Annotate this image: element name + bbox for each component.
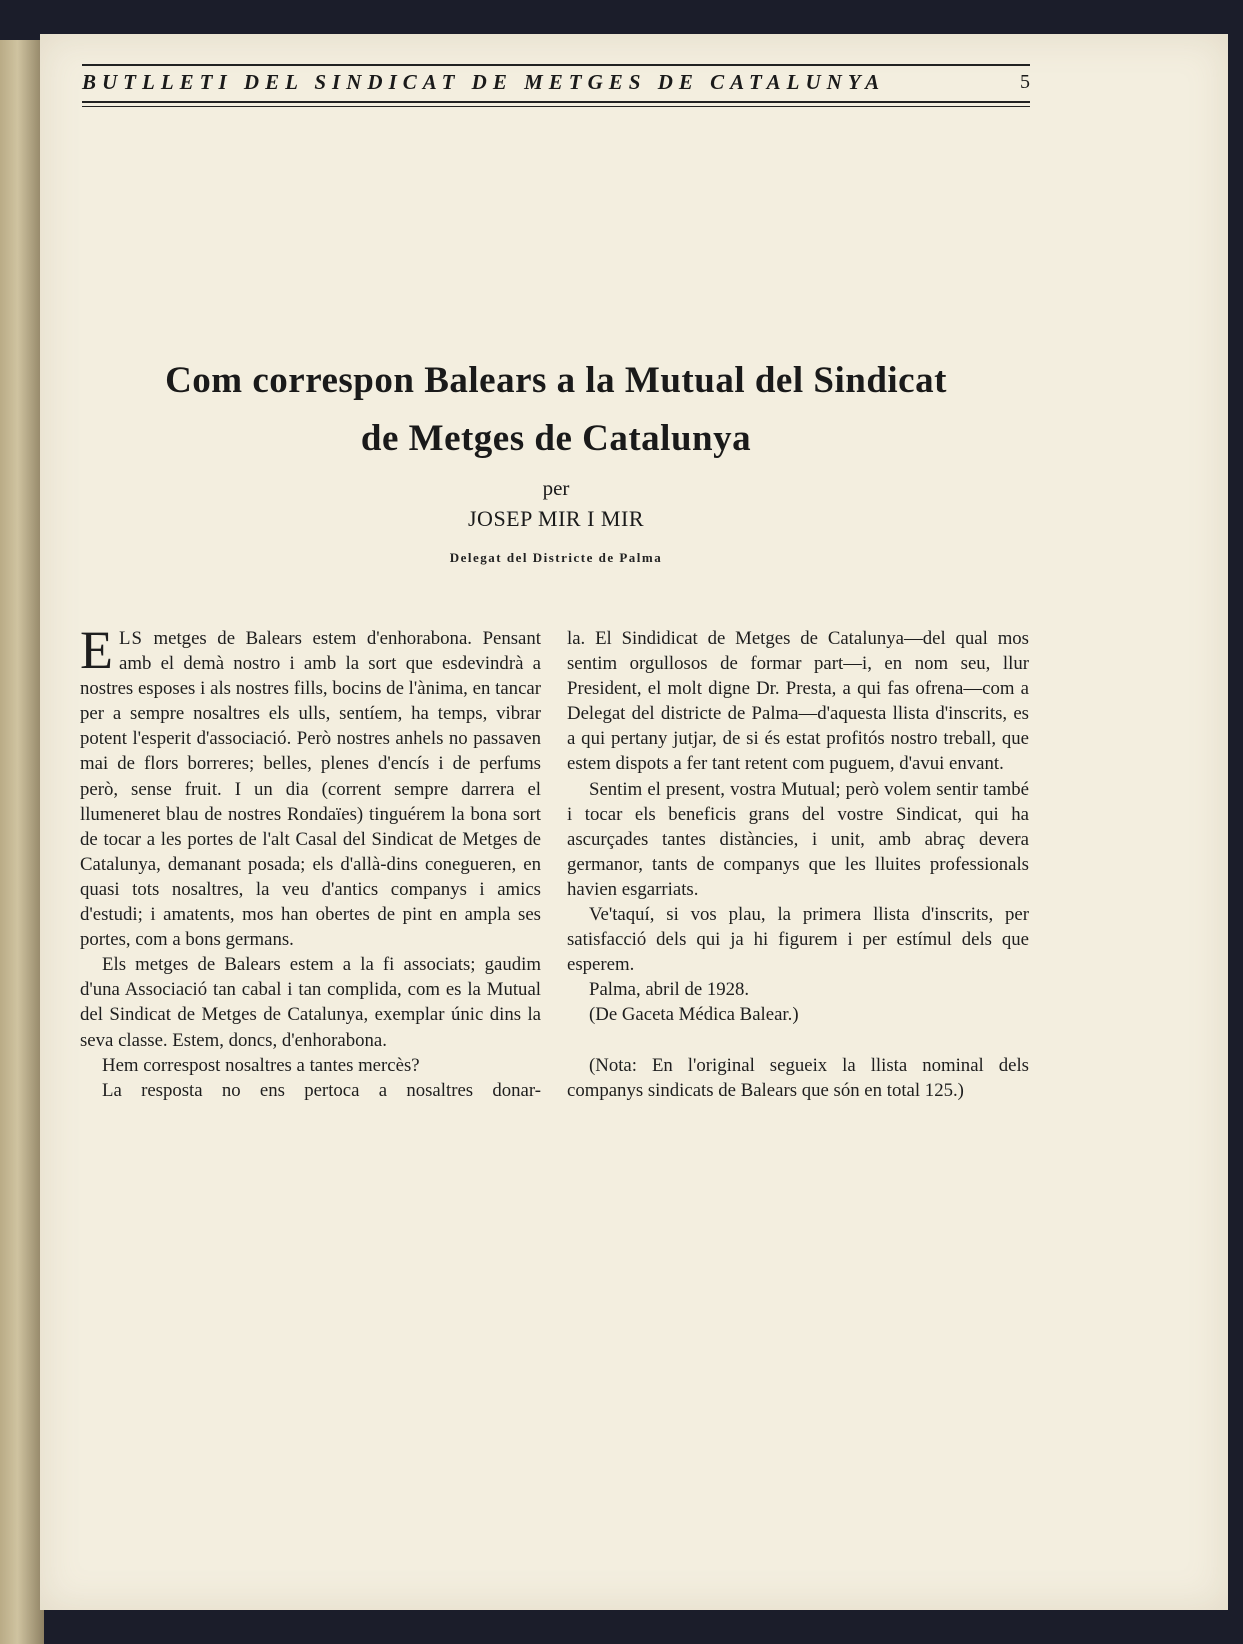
dateline: Palma, abril de 1928. — [589, 979, 750, 1001]
source-note — [567, 1002, 1029, 1027]
paragraph-4-continued: la. El Sindidicat de Metges de Catalunya—del qual mos sentim orgullosos de formar part—i, en nom seu, llur President, el molt digne Dr. Presta, a qui fas ofrena—com a Delegat del districte de Palma—d'aquesta llista d'inscrits, es a qui pertany jutjar, de si és estat profitós nostro treball, que estem dispots a fer tant retent com puguem, d'avui envant. — [567, 628, 1029, 775]
journal-title: BUTLLETI DEL SINDICAT DE METGES DE CATALUNYA — [82, 70, 886, 94]
byline-per: per — [542, 476, 570, 500]
article-title-line-1: Com correspon Balears a la Mutual del Sindicat — [165, 360, 947, 401]
paragraph-1 — [80, 620, 541, 952]
spacer — [567, 1028, 1029, 1053]
paragraph-6: Ve'taquí, si vos plau, la primera llista d'inscrits, per satisfacció dels qui ja hi figurem i per estímul dels que esperem. — [567, 904, 1029, 976]
page-number: 5 — [1020, 71, 1030, 93]
article-title-line-2: de Metges de Catalunya — [360, 418, 752, 459]
running-header — [82, 64, 1030, 107]
paragraph-4: La resposta no ens pertoca a nosaltres donar- — [102, 1079, 541, 1101]
editor-note: (Nota: En l'original segueix la llista nominal dels companys sindicats de Balears que són en total 125.) — [567, 1054, 1029, 1101]
column-left — [80, 620, 541, 1103]
drop-cap-rest: LS — [119, 628, 143, 649]
paragraph-5: Sentim el present, vostra Mutual; però volem sentir també i tocar els beneficis grans del vostre Sindicat, qui ha ascurçades tantes distàncies, i unit, amb abraç devera germanor, tants de companys que les lluites professionals havien esgarriats. — [567, 778, 1029, 900]
drop-cap: E — [80, 620, 113, 680]
source-note-text: (De Gaceta Médica Balear.) — [589, 1004, 799, 1026]
column-right — [567, 626, 1029, 1103]
header-text-row — [82, 66, 1030, 101]
article-title — [82, 352, 1030, 468]
header-rule-bottom — [82, 101, 1030, 103]
header-rule-bottom-thin — [82, 106, 1030, 107]
paragraph-3: Hem correspost nosaltres a tantes mercès? — [102, 1054, 420, 1076]
paragraph-2: Els metges de Balears estem a la fi associats; gaudim d'una Associació tan cabal i tan complida, com es la Mutual del Sindicat de Metges de Catalunya, exemplar únic dins la seva classe. Estem, doncs, d'enhorabona. — [80, 954, 541, 1051]
author-name: JOSEP MIR I MIR — [468, 506, 644, 531]
book-binding-edge — [0, 40, 44, 1644]
author-role: Delegat del Districte de Palma — [449, 550, 663, 565]
paragraph-1-text: metges de Balears estem d'enhorabona. Pensant amb el demà nostro i amb la sort que esdevindrà a nostres esposes i als nostres fills, bocins de l'ànima, en tancar per a sempre nosaltres els ulls, sentíem, ha temps, vibrar potent l'esperit d'associació. Però nostres anhels no passaven mai de flors borreres; belles, plenes d'encís i de perfums però, sense fruit. I un dia (corrent sempre darrera el llumeneret blau de nostres Rondaïes) tinguérem la bona sort de tocar a les portes de l'alt Casal del Sindicat de Metges de Catalunya, demanant posada; els d'allà-dins conegueren, en quasi tots nosaltres, la veu d'antics companys i amics d'estudi; i amatents, mos han obertes de pint en ampla ses portes, com a bons germans. — [80, 628, 541, 951]
